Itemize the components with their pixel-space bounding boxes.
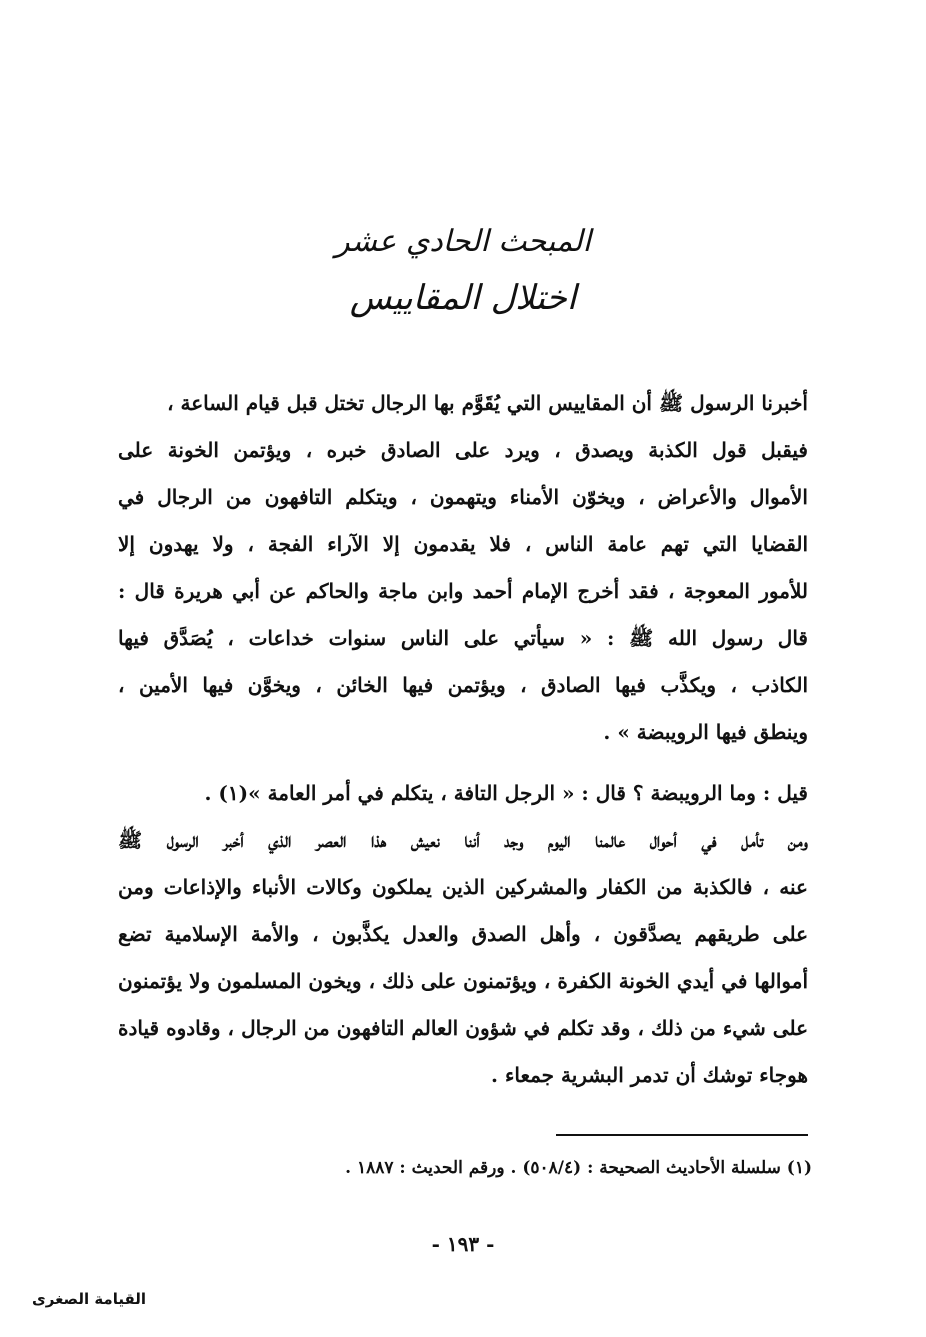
text-line: قال رسول الله ﷺ : « سيأتي على الناس سنوات خداعات ، يُصَدَّق فيها xyxy=(118,626,808,650)
footnote-divider xyxy=(556,1134,808,1136)
running-footer: القيامة الصغرى xyxy=(32,1290,147,1308)
text-line: فيقبل قول الكذبة ويصدق ، ويرد على الصادق خبره ، ويؤتمن الخونة على xyxy=(118,438,808,462)
paragraph-1 xyxy=(118,380,808,756)
text-line: ومن تأمل في أحوال عالمنا اليوم وجد أننا نعيش هذا العصر الذي أخبر الرسول ﷺ xyxy=(118,828,808,852)
text-line: الكاذب ، ويكذَّب فيها الصادق ، ويؤتمن فيها الخائن ، ويخوَّن فيها الأمين ، xyxy=(118,673,808,697)
chapter-heading xyxy=(0,218,926,324)
text-line: للأمور المعوجة ، فقد أخرج الإمام أحمد وابن ماجة والحاكم عن أبي هريرة قال : xyxy=(118,579,808,603)
text-line: على شيء من ذلك ، وقد تكلم في شؤون العالم التافهون من الرجال ، وقادوه قيادة xyxy=(118,1016,808,1040)
text-line: أخبرنا الرسول ﷺ أن المقاييس التي يُقَوَّم بها الرجال تختل قبل قيام الساعة ، xyxy=(167,391,808,415)
section-subtitle: اختلال المقاييس xyxy=(349,278,577,318)
section-title: المبحث الحادي عشر xyxy=(335,224,591,259)
page-number: - ١٩٣ - xyxy=(431,1232,495,1256)
text-line: هوجاء توشك أن تدمر البشرية جمعاء . xyxy=(491,1063,808,1087)
text-line: أموالها في أيدي الخونة الكفرة ، ويؤتمنون على ذلك ، ويخون المسلمون ولا يؤتمنون xyxy=(118,969,808,993)
paragraph-2 xyxy=(118,770,808,1099)
text-line: عنه ، فالكذبة من الكفار والمشركين الذين يملكون وكالات الأنباء والإذاعات ومن xyxy=(118,875,808,899)
text-line: الأموال والأعراض ، ويخوّن الأمناء ويتهمون ، ويتكلم التافهون من الرجال في xyxy=(118,485,808,509)
text-line: القضايا التي تهم عامة الناس ، فلا يقدمون إلا الآراء الفجة ، ولا يهدون إلا xyxy=(118,532,808,556)
text-line: قيل : وما الرويبضة ؟ قال : « الرجل التافة ، يتكلم في أمر العامة »(١) . xyxy=(204,781,808,805)
footnote: (١) سلسلة الأحاديث الصحيحة : (٥٠٨/٤) . ورقم الحديث : ١٨٨٧ . xyxy=(345,1158,812,1178)
text-line: على طريقهم يصدَّقون ، وأهل الصدق والعدل يكذَّبون ، والأمة الإسلامية تضع xyxy=(118,922,808,946)
text-line: وينطق فيها الرويبضة » . xyxy=(603,720,808,744)
